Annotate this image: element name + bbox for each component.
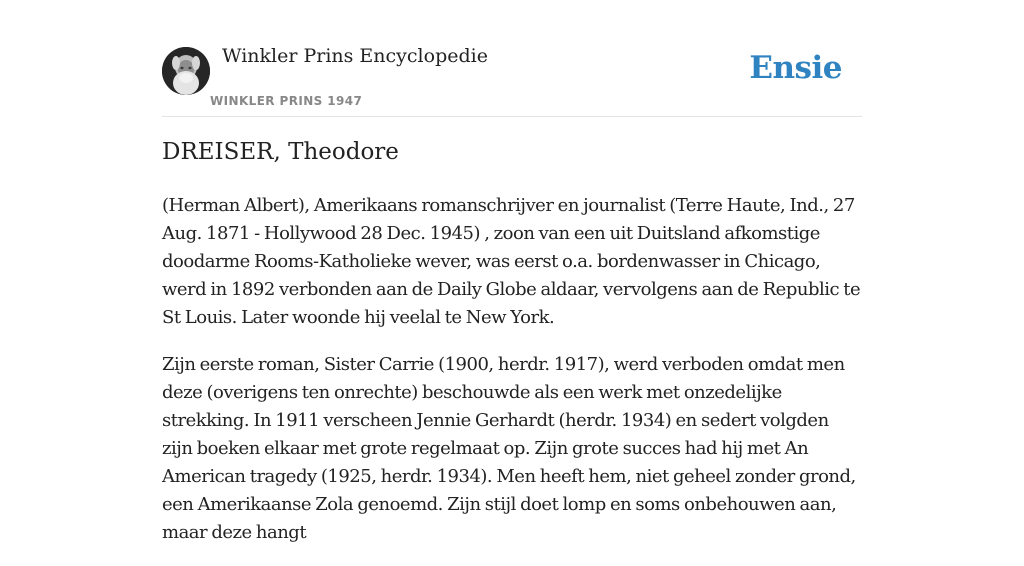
entry-title: DREISER, Theodore [162,139,399,165]
page [162,0,862,543]
portrait-image [162,47,210,95]
source-tag[interactable]: WINKLER PRINS 1947 [210,94,363,108]
entry-paragraph: Zijn eerste roman, Sister Carrie (1900, herdr. 1917), werd verboden omdat men deze (overigens ten onrechte) beschouwde als een werk met onzedelijke strekking. In 1911 verscheen Jennie Gerhardt (herdr. 1934) en sedert volgden zijn boeken elkaar met grote regelmaat op. Zijn grote succes had hij met An American tragedy (1925, herdr. 1934). Men heeft hem, niet geheel zonder grond, een Amerikaanse Zola genoemd. Zijn stijl doet lomp en soms onbehouwen aan, maar deze hangt [162,354,856,543]
entry-body [162,192,862,566]
site-header [162,0,862,117]
entry-paragraph: (Herman Albert), Amerikaans romanschrijver en journalist (Terre Haute, Ind., 27 Aug. 1871 - Hollywood 28 Dec. 1945) , zoon van een uit Duitsland afkomstige doodarme Rooms-Katholieke wever, was eerst o.a. bordenwasser in Chicago, werd in 1892 verbonden aan de Daily Globe aldaar, vervolgens aan de Republic te St Louis. Later woonde hij veelal te New York. [162,195,861,328]
site-title[interactable]: Winkler Prins Encyclopedie [222,45,488,67]
ensie-logo-link[interactable]: Ensie [749,50,842,86]
author-portrait-avatar[interactable] [162,47,210,95]
